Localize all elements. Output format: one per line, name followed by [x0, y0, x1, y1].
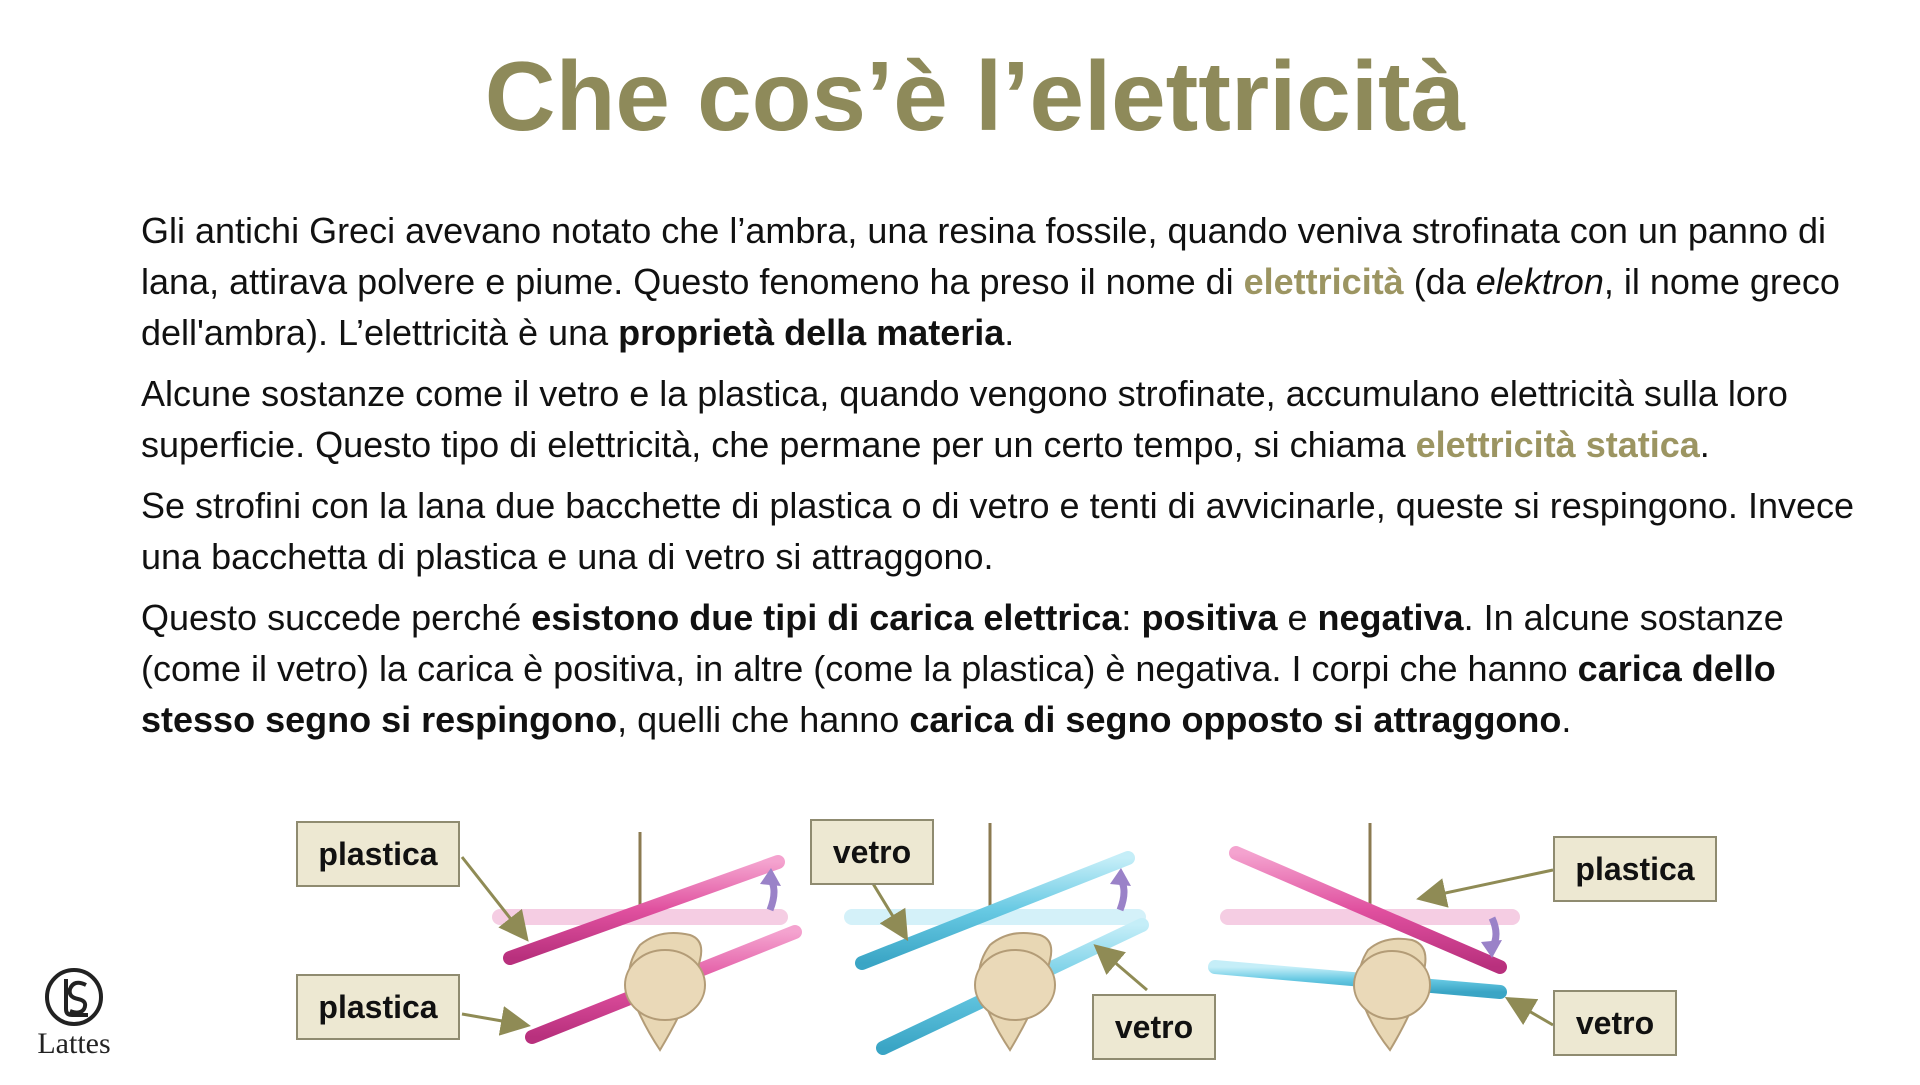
scene-plastic-plastic: [462, 832, 795, 1050]
text: .: [1561, 699, 1572, 740]
publisher-logo-icon: [26, 965, 122, 1029]
text: :: [1121, 597, 1142, 638]
charges-illustration: [0, 800, 1920, 1080]
bold-term: positiva: [1141, 597, 1278, 638]
text: . In alcune sostanze (come il vetro) la carica è positiva, in altre (come la plastica) è negativa. I corpi che hanno: [141, 597, 1784, 689]
label-vetro-1: vetro: [810, 819, 934, 885]
highlight-term: elettricità statica: [1415, 424, 1700, 465]
bold-term: negativa: [1317, 597, 1464, 638]
highlight-term: elettricità: [1243, 261, 1404, 302]
pointer-arrow: [462, 857, 525, 937]
paragraph-bacchette: [141, 480, 1881, 582]
label-vetro-2: vetro: [1092, 994, 1216, 1060]
bold-term: carica di segno opposto si attraggono: [909, 699, 1562, 740]
text: Questo succede perché: [141, 597, 532, 638]
bold-term: proprietà della materia: [618, 312, 1005, 353]
text: , il nome greco dell'ambra). L’elettricità è una: [141, 261, 1840, 353]
pointer-arrow: [1422, 870, 1553, 898]
paragraph-cariche: [141, 592, 1881, 745]
hand-icon: [625, 933, 705, 1050]
paragraph-ambra: [141, 205, 1881, 358]
text: , quelli che hanno: [617, 699, 910, 740]
pointer-arrow: [462, 1014, 525, 1025]
paragraph-statica: [141, 368, 1881, 470]
scene-plastic-glass: [1215, 823, 1553, 1050]
hand-icon: [975, 933, 1055, 1050]
text: (da: [1403, 261, 1476, 302]
text: Gli antichi Greci avevano notato che l’ambra, una resina fossile, quando veniva strofinata con un panno di lana, attirava polvere e piume. Questo fenomeno ha preso il nome di: [141, 210, 1827, 302]
hand-icon: [1354, 939, 1430, 1050]
text: Se strofini con la lana due bacchette di plastica o di vetro e tenti di avvicinarle, queste si respingono. Invece una bacchetta di plastica e una di vetro si attraggono.: [141, 485, 1855, 577]
content-body: [141, 205, 1881, 755]
bold-term: esistono due tipi di carica elettrica: [531, 597, 1122, 638]
text: .: [1699, 424, 1710, 465]
text: e: [1277, 597, 1318, 638]
publisher-logo: [26, 965, 122, 1065]
bold-term: carica dello stesso segno si respingono: [141, 648, 1776, 740]
page-title: Che cos’è l’elettricità: [484, 41, 1466, 151]
label-vetro-3: vetro: [1553, 990, 1677, 1056]
label-plastica-1: plastica: [296, 821, 460, 887]
text: .: [1004, 312, 1015, 353]
label-plastica-3: plastica: [1553, 836, 1717, 902]
pointer-arrow: [1098, 948, 1147, 990]
italic-term: elektron: [1475, 261, 1604, 302]
label-plastica-2: plastica: [296, 974, 460, 1040]
publisher-name: Lattes: [37, 1027, 111, 1060]
pointer-arrow: [1510, 1000, 1553, 1025]
text: Alcune sostanze come il vetro e la plastica, quando vengono strofinate, accumulano elettricità sulla loro superficie. Questo tipo di elettricità, che permane per un certo tempo, si chiama: [141, 373, 1788, 465]
